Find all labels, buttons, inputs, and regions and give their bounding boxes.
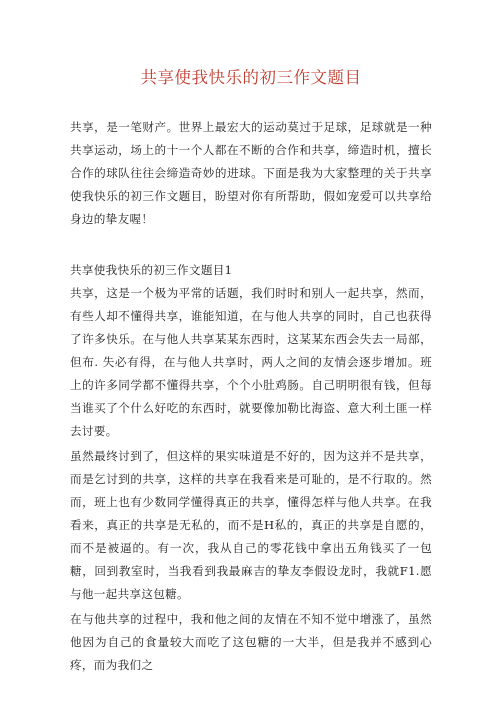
body-paragraph-2: 虽然最终讨到了，但这样的果实味道是不好的，因为这并不是共享，而是乞讨到的共享，这样的共享在我看来是可耻的，是不行取的。然而，班上也有少数同学懂得真正的共享，懂得怎样与他人共享。在我看来，真正的共享是无私的，而不是H私的，真正的共享是自愿的，而不是被逼的。有一次，我从自己的零花钱中拿出五角钱买了一包糖，回到教室时，当我看到我最麻吉的挚友李假设龙时，我就F1.愿与他一起共享这包糖。 bbox=[70, 449, 432, 601]
body-paragraph-1: 共享，这是一个极为平常的话题，我们时时和别人一起共享，然而，有些人却不懂得共享，谁能知道，在与他人共享的同时，自己也获得了许多快乐。在与他人共享某某东西时，这某某东西会失去一局部，但布. 失必有得，在与他人共享时，两人之间的友情会逐步增加。班上的许多同学都不懂得共享，个个小肚鸡肠。自己明明很有钱，但每当谁买了个什么好吃的东西时，就要像加勒比海盗、意大利土匪一样去讨要。 bbox=[70, 286, 432, 438]
intro-paragraph: 共享，是一笔财产。世界上最宏大的运动莫过于足球，足球就是一种共享运动，场上的十一个人都在不断的合作和共享，缔造时机，擅长合作的球队往往会缔造奇妙的进球。下面是我为大家整理的关于共享使我快乐的初三作文题目，盼望对你有所帮助，假如宠爱可以共享给身边的挚友喔！ bbox=[70, 120, 432, 226]
section-heading: 共享使我快乐的初三作文题目1 bbox=[70, 263, 233, 277]
document-title: 共享使我快乐的初三作文题目 bbox=[140, 68, 362, 87]
body-paragraph-3: 在与他共享的过程中，我和他之间的友情在不知不觉中增涨了，虽然他因为自己的食量较大而吃了这包糖的一大半，但是我并不感到心疼，而为我们之 bbox=[70, 612, 432, 672]
